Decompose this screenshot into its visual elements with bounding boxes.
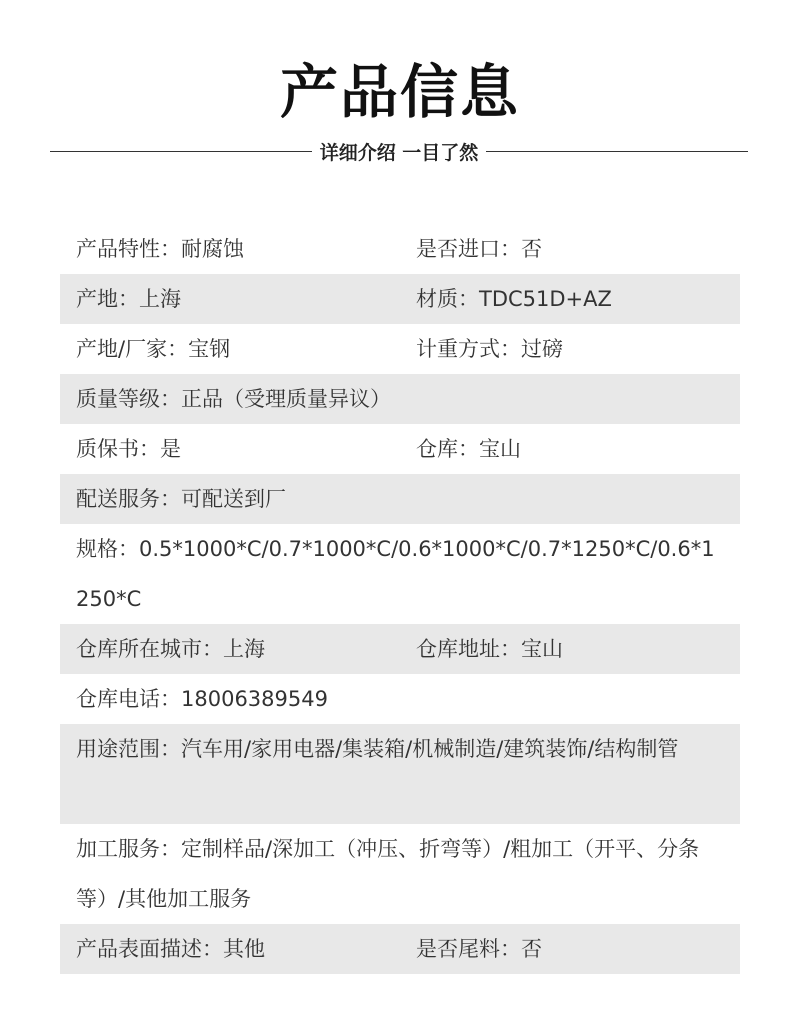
info-row-processing	[60, 824, 740, 924]
info-row-surface	[60, 924, 740, 974]
info-material: 材质：TDC51D+AZ	[416, 287, 612, 311]
info-row-usage	[60, 724, 740, 824]
info-warehouse-city: 仓库所在城市：上海	[76, 637, 265, 661]
info-warehouse-address: 仓库地址：宝山	[416, 637, 563, 661]
info-surface-description: 产品表面描述：其他	[76, 937, 265, 961]
page-subtitle: 详细介绍 一目了然	[319, 141, 479, 164]
page-title: 产品信息	[279, 58, 520, 126]
info-specification: 规格：0.5*1000*C/0.7*1000*C/0.6*1000*C/0.7*1250*C/0.6*1250*C	[76, 537, 715, 611]
divider-right	[486, 151, 748, 152]
info-processing-service: 加工服务：定制样品/深加工（冲压、折弯等）/粗加工（开平、分条等）/其他加工服务	[76, 837, 700, 911]
subtitle-row	[50, 138, 748, 164]
product-info-table	[60, 224, 740, 974]
info-quality-grade: 质量等级：正品（受理质量异议）	[76, 387, 391, 411]
info-leftover: 是否尾料：否	[416, 937, 542, 961]
info-product-features: 产品特性：耐腐蚀	[76, 237, 244, 261]
info-row-features	[60, 224, 740, 274]
info-warehouse: 仓库：宝山	[416, 437, 521, 461]
info-row-spec	[60, 524, 740, 624]
info-origin: 产地：上海	[76, 287, 181, 311]
info-warehouse-phone: 仓库电话：18006389549	[76, 687, 328, 711]
info-row-delivery	[60, 474, 740, 524]
info-weighing-method: 计重方式：过磅	[416, 337, 563, 361]
info-row-manufacturer	[60, 324, 740, 374]
info-row-quality	[60, 374, 740, 424]
info-row-warranty	[60, 424, 740, 474]
info-manufacturer: 产地/厂家：宝钢	[76, 337, 231, 361]
info-row-warehouse-city	[60, 624, 740, 674]
info-usage-scope: 用途范围：汽车用/家用电器/集装箱/机械制造/建筑装饰/结构制管	[76, 737, 679, 761]
info-row-origin	[60, 274, 740, 324]
info-delivery-service: 配送服务：可配送到厂	[76, 487, 286, 511]
info-row-phone	[60, 674, 740, 724]
info-warranty: 质保书：是	[76, 437, 181, 461]
divider-left	[50, 151, 312, 152]
info-imported: 是否进口：否	[416, 237, 542, 261]
